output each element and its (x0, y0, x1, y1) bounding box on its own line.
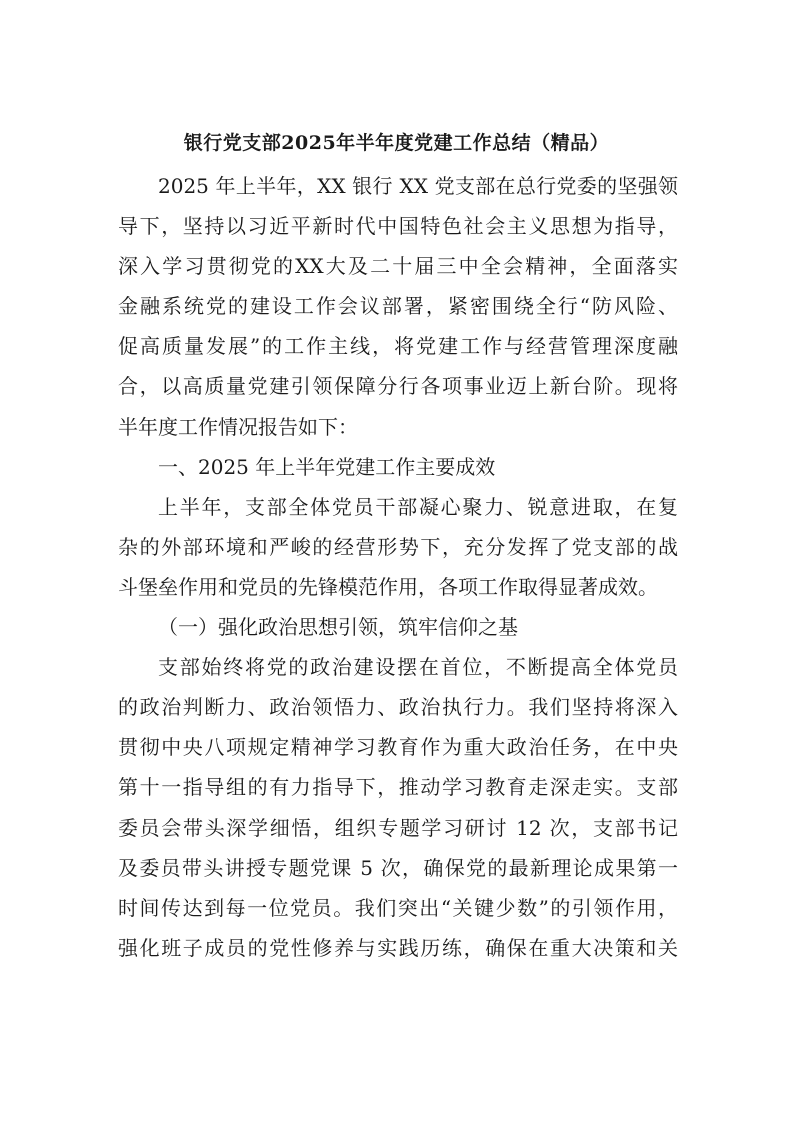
text-line (118, 166, 678, 206)
text-line (118, 527, 678, 567)
text-line (118, 206, 678, 246)
text-line (118, 487, 678, 527)
text-line (118, 767, 678, 807)
text-line-content: 及委员带头讲授专题党课 5 次，确保党的最新理论成果第一 (118, 855, 678, 880)
text-line-content: 斗堡垒作用和党员的先锋模范作用，各项工作取得显著成效。 (118, 574, 658, 599)
text-line-content: 强化班子成员的党性修养与实践历练，确保在重大决策和关 (118, 935, 678, 960)
text-line (118, 888, 678, 928)
text-line-content: 2025 年上半年，XX 银行 XX 党支部在总行党委的坚强领 (158, 174, 678, 198)
text-line (118, 808, 678, 848)
text-line (118, 687, 678, 727)
text-line-content: 杂的外部环境和严峻的经营形势下，充分发挥了党支部的战 (118, 534, 678, 559)
text-line-content: 促高质量发展”的工作主线，将党建工作与经营管理深度融 (118, 334, 678, 359)
text-line-content: 委员会带头深学细悟，组织专题学习研讨 12 次，支部书记 (118, 815, 678, 840)
text-line (118, 246, 678, 286)
text-line-content: 合，以高质量党建引领保障分行各项事业迈上新台阶。现将 (118, 374, 678, 399)
text-line (118, 567, 678, 607)
text-line-content: 半年度工作情况报告如下： (118, 414, 358, 439)
text-line-content: 深入学习贯彻党的XX大及二十届三中全会精神，全面落实 (118, 254, 678, 279)
text-line (118, 447, 678, 487)
text-line (118, 326, 678, 366)
text-line (118, 647, 678, 687)
text-line-content: （一）强化政治思想引领，筑牢信仰之基 (158, 615, 518, 640)
text-line-content: 金融系统党的建设工作会议部署，紧密围绕全行“防风险、 (118, 294, 678, 319)
document-body (118, 166, 678, 968)
text-line-content: 时间传达到每一位党员。我们突出“关键少数”的引领作用， (118, 895, 678, 920)
text-line-content: 第十一指导组的有力指导下，推动学习教育走深走实。支部 (118, 775, 678, 800)
text-line-content: 导下，坚持以习近平新时代中国特色社会主义思想为指导， (118, 214, 678, 239)
text-line-content: 贯彻中央八项规定精神学习教育作为重大政治任务，在中央 (118, 735, 678, 760)
text-line (118, 727, 678, 767)
text-line-content: 一、2025 年上半年党建工作主要成效 (158, 454, 496, 479)
text-line (118, 928, 678, 968)
text-line-content: 支部始终将党的政治建设摆在首位，不断提高全体党员 (158, 655, 678, 680)
text-line (118, 286, 678, 326)
text-line (118, 607, 678, 647)
text-line-content: 的政治判断力、政治领悟力、政治执行力。我们坚持将深入 (118, 695, 678, 720)
text-line (118, 848, 678, 888)
text-line (118, 366, 678, 406)
text-line (118, 407, 678, 447)
text-line-content: 上半年，支部全体党员干部凝心聚力、锐意进取，在复 (158, 494, 678, 519)
document-title: 银行党支部2025年半年度党建工作总结（精品） (183, 132, 610, 154)
